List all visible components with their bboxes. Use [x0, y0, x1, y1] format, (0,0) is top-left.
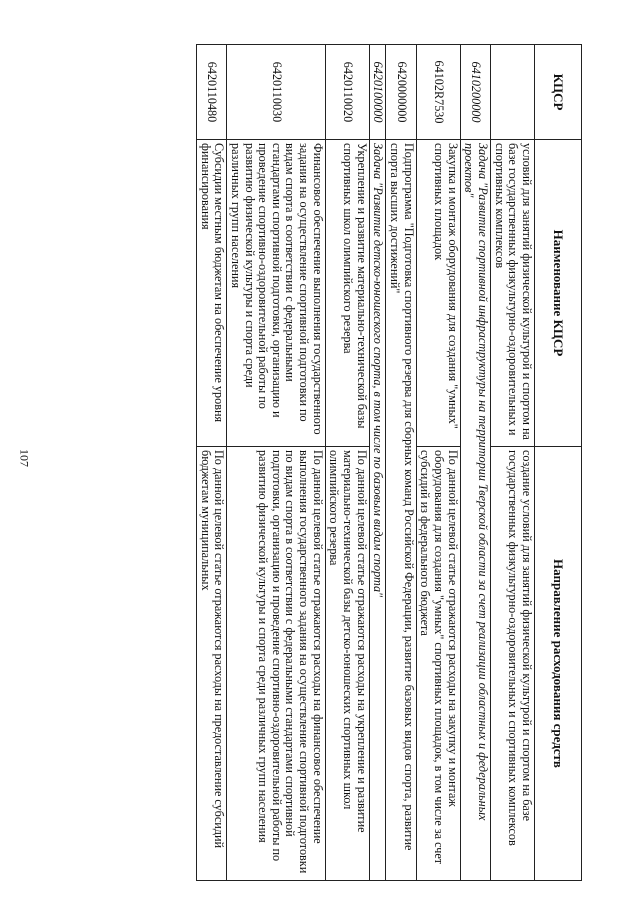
cell-direction: По данной целевой статье отражаются расходы на укрепление и развитие материально-технической базы детско-юношеских спортивных школ олимпийского резерва	[325, 447, 369, 881]
cell-code: 6410200000	[460, 45, 490, 140]
table-row	[227, 45, 326, 881]
cell-code: 6420000000	[386, 45, 416, 140]
cell-code: 6420100000	[369, 45, 386, 140]
cell-task: Задача "Развитие спортивной инфраструктуры на территории Тверской области за счет реализации областных и федеральных проектов"	[460, 140, 490, 881]
cell-direction: создание условий для занятий физической культурой и спортом на базе государственных физкультурно-оздоровительных и спортивных комплексов	[491, 447, 535, 881]
header-code: КЦСР	[535, 45, 582, 140]
header-direction: Направление расходования средств	[535, 447, 582, 881]
cell-code: 6420110020	[325, 45, 369, 140]
cell-name: Закупка и монтаж оборудования для создания "умных" спортивных площадок	[416, 140, 460, 447]
cell-name: Укрепление и развитие материально-технической базы спортивных школ олимпийского резерва	[325, 140, 369, 447]
cell-name: Субсидии местным бюджетам на обеспечение уровня финансирования	[196, 140, 226, 447]
task-row	[460, 45, 490, 881]
cell-direction: По данной целевой статье отражаются расходы на предоставление субсидий бюджетам муниципальных	[196, 447, 226, 881]
rotated-table-container	[98, 44, 582, 880]
table-row	[416, 45, 460, 881]
table-row	[196, 45, 226, 881]
cell-name: Финансовое обеспечение выполнения государственного задания на осуществление спортивной подготовки по видам спорта в соответствии с федеральными стандартами спортивной подготовки, организацию и проведение спортивно-оздоровительной работы по развитию физической культуры и спорта среди различных групп населения	[227, 140, 326, 447]
table-row	[491, 45, 535, 881]
cell-code: 64102R7530	[416, 45, 460, 140]
table-row	[325, 45, 369, 881]
cell-program: Подпрограмма "Подготовка спортивного резерва для сборных команд Российской Федерации, развитие базовых видов спорта, развитие спорта высших достижений"	[386, 140, 416, 881]
task-row	[369, 45, 386, 881]
budget-table	[196, 44, 582, 881]
cell-code: 6420110030	[227, 45, 326, 140]
cell-direction: По данной целевой статье отражаются расходы на закупку и монтаж оборудования для создания "умных" спортивных площадок, в том числе за счет субсидий из федерального бюджета	[416, 447, 460, 881]
header-row	[535, 45, 582, 881]
cell-code	[491, 45, 535, 140]
cell-task: Задача "Развитие детско-юношеского спорта, в том числе по базовым видам спорта"	[369, 140, 386, 881]
header-name: Наименование КЦСР	[535, 140, 582, 447]
cell-code: 6420110480	[196, 45, 226, 140]
program-row	[386, 45, 416, 881]
page-number: 107	[17, 449, 32, 467]
cell-direction: По данной целевой статье отражаются расходы на финансовое обеспечение выполнения государственного задания на осуществление спортивной подготовки по видам спорта в соответствии с федеральными стандартами спортивной подготовки, организацию и проведение спортивно-оздоровительной работы по развитию физической культуры и спорта среди различных групп населения	[227, 447, 326, 881]
cell-name: условий для занятий физической культурой и спортом на базе государственных физкультурно-оздоровительных и спортивных комплексов	[491, 140, 535, 447]
